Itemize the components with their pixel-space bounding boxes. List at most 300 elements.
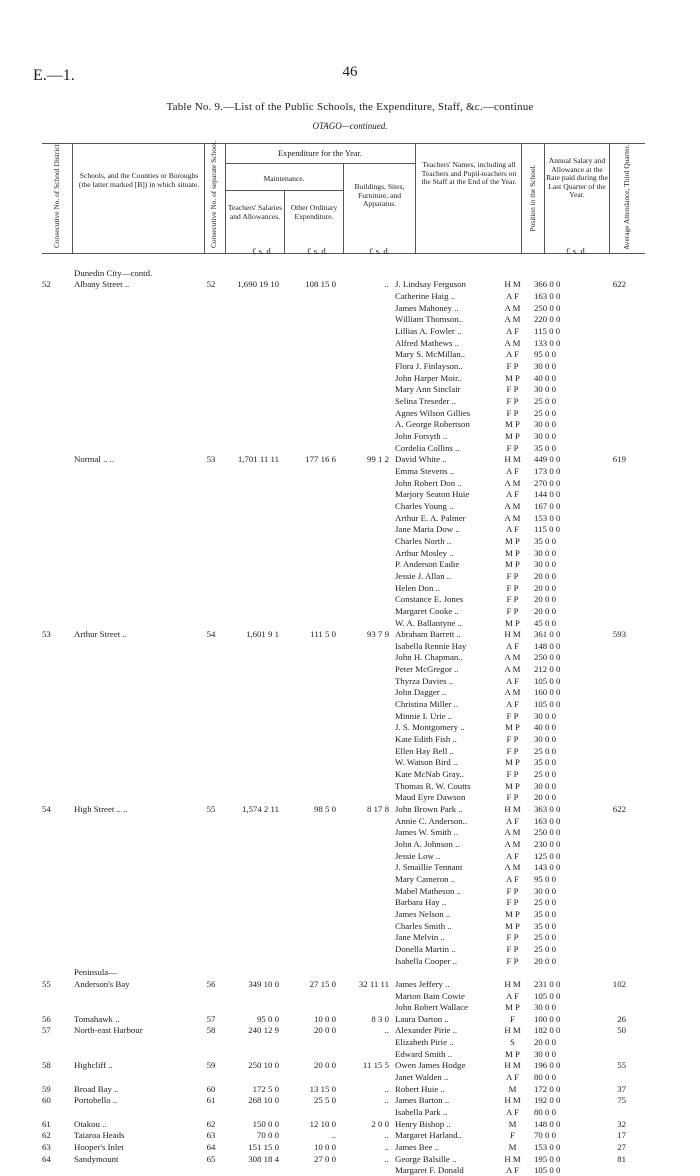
annual-salary-cell: 30 0 0 bbox=[534, 1002, 556, 1013]
buildings-cell: .. bbox=[384, 1095, 389, 1106]
school-no-cell bbox=[202, 768, 220, 780]
teacher-name-cell: James Bee .. bbox=[395, 1142, 439, 1153]
annual-salary-cell: 133 0 0 bbox=[534, 337, 561, 348]
district-no-cell bbox=[42, 966, 72, 978]
salaries-cell bbox=[220, 815, 281, 827]
teacher-name-cell: Peter McGregor .. bbox=[395, 664, 459, 675]
other-expenditure-cell bbox=[281, 512, 340, 524]
salaries-cell: 1,690 19 10 bbox=[237, 279, 279, 290]
district-no-cell: 57 bbox=[42, 1025, 51, 1036]
buildings-cell bbox=[340, 850, 393, 862]
annual-salary-cell: 100 0 0 bbox=[534, 1013, 561, 1024]
buildings-cell bbox=[340, 920, 393, 932]
annual-salary-cell: 35 0 0 bbox=[534, 920, 556, 931]
school-no-cell bbox=[202, 710, 220, 722]
position-cell: A M bbox=[504, 652, 521, 663]
school-name-cell bbox=[72, 687, 202, 699]
annual-salary-cell: 25 0 0 bbox=[534, 407, 556, 418]
annual-salary-cell: 163 0 0 bbox=[534, 815, 561, 826]
annual-salary-cell: 30 0 0 bbox=[534, 419, 556, 430]
school-no-cell bbox=[202, 675, 220, 687]
buildings-cell: .. bbox=[384, 1142, 389, 1153]
table-row bbox=[42, 325, 632, 337]
attendance-cell bbox=[589, 955, 632, 967]
table-row bbox=[42, 570, 632, 582]
annual-salary-cell: 363 0 0 bbox=[534, 804, 561, 815]
table-subtitle: OTAGO—continued. bbox=[312, 121, 388, 131]
school-name-cell bbox=[72, 675, 202, 687]
annual-salary-cell: 160 0 0 bbox=[534, 687, 561, 698]
school-name-cell bbox=[72, 698, 202, 710]
school-no-cell bbox=[202, 931, 220, 943]
teacher-name-cell: Maud Eyre Dawson bbox=[395, 792, 466, 803]
annual-salary-cell: 30 0 0 bbox=[534, 734, 556, 745]
position-cell: M P bbox=[505, 547, 520, 558]
teacher-name-cell: Marjory Seaton Huie bbox=[395, 489, 470, 500]
salaries-cell bbox=[220, 861, 281, 873]
position-cell: F P bbox=[506, 396, 519, 407]
district-no-cell bbox=[42, 558, 72, 570]
district-no-cell: 64 bbox=[42, 1153, 51, 1164]
teacher-name-cell: J. Smaillie Tennant bbox=[395, 862, 463, 873]
attendance-cell bbox=[589, 698, 632, 710]
teacher-name-cell: John Brown Park .. bbox=[395, 804, 463, 815]
school-name-cell bbox=[72, 593, 202, 605]
annual-salary-cell: 192 0 0 bbox=[534, 1095, 561, 1106]
position-cell: M bbox=[508, 1083, 517, 1094]
position-cell: H M bbox=[504, 629, 521, 640]
table-row bbox=[42, 710, 632, 722]
teacher-name-cell: Henry Bishop .. bbox=[395, 1118, 451, 1129]
school-no-cell bbox=[202, 372, 220, 384]
attendance-cell bbox=[589, 710, 632, 722]
district-no-cell bbox=[42, 442, 72, 454]
school-name-cell bbox=[72, 465, 202, 477]
position-cell: F P bbox=[506, 442, 519, 453]
teacher-name-cell: Isabella Rennie Hay bbox=[395, 640, 467, 651]
teacher-name-cell: John A. Johnson .. bbox=[395, 838, 460, 849]
school-no-cell bbox=[202, 827, 220, 839]
position-cell: F P bbox=[506, 792, 519, 803]
school-no-cell bbox=[202, 1001, 220, 1013]
attendance-cell bbox=[589, 302, 632, 314]
annual-salary-cell: 95 0 0 bbox=[534, 349, 556, 360]
school-no-cell bbox=[202, 407, 220, 419]
position-cell: A M bbox=[504, 827, 521, 838]
position-cell: A F bbox=[506, 815, 519, 826]
position-cell: M P bbox=[505, 431, 520, 442]
other-expenditure-cell: 25 5 0 bbox=[314, 1095, 336, 1106]
other-expenditure-cell bbox=[281, 850, 340, 862]
school-name-cell: Taiaroa Heads bbox=[74, 1130, 125, 1141]
buildings-cell bbox=[340, 337, 393, 349]
district-no-cell: 55 bbox=[42, 978, 51, 989]
school-no-cell bbox=[202, 558, 220, 570]
position-cell: M P bbox=[505, 617, 520, 628]
school-no-cell bbox=[202, 1165, 220, 1176]
other-expenditure-cell: 10 0 0 bbox=[314, 1142, 336, 1153]
header-school-no: Consecutive No. of separate School. bbox=[209, 140, 218, 248]
other-expenditure-cell bbox=[281, 477, 340, 489]
salaries-cell bbox=[220, 558, 281, 570]
teacher-name-cell: Mary Cameron .. bbox=[395, 873, 456, 884]
teacher-name-cell: Robert Huie .. bbox=[395, 1083, 445, 1094]
position-cell: A M bbox=[504, 314, 521, 325]
school-name-cell: Dunedin City—contd. bbox=[74, 267, 153, 278]
annual-salary-cell: 30 0 0 bbox=[534, 1048, 556, 1059]
salaries-cell bbox=[220, 757, 281, 769]
other-expenditure-cell bbox=[281, 500, 340, 512]
annual-salary-cell: 231 0 0 bbox=[534, 978, 561, 989]
school-no-cell bbox=[202, 290, 220, 302]
school-no-cell bbox=[202, 360, 220, 372]
district-no-cell bbox=[42, 780, 72, 792]
buildings-cell bbox=[340, 1165, 393, 1176]
attendance-cell bbox=[589, 582, 632, 594]
annual-salary-cell bbox=[524, 267, 589, 279]
position-cell: A M bbox=[504, 512, 521, 523]
position-cell: F P bbox=[506, 897, 519, 908]
school-no-cell bbox=[202, 314, 220, 326]
school-no-cell bbox=[202, 465, 220, 477]
school-name-cell bbox=[72, 792, 202, 804]
attendance-cell bbox=[589, 908, 632, 920]
attendance-cell bbox=[589, 885, 632, 897]
school-name-cell bbox=[72, 360, 202, 372]
district-no-cell bbox=[42, 768, 72, 780]
school-no-cell bbox=[202, 1106, 220, 1118]
attendance-cell bbox=[589, 267, 632, 279]
position-cell: F P bbox=[506, 769, 519, 780]
school-no-cell bbox=[202, 593, 220, 605]
salaries-cell: 308 18 4 bbox=[248, 1153, 279, 1164]
school-name-cell: Highcliff .. bbox=[74, 1060, 113, 1071]
table-row bbox=[42, 780, 632, 792]
teacher-name-cell: J. Lindsay Ferguson bbox=[395, 279, 466, 290]
attendance-cell bbox=[589, 384, 632, 396]
teacher-name-cell: Helen Don .. bbox=[395, 582, 440, 593]
table-row bbox=[42, 349, 632, 361]
school-no-cell: 52 bbox=[206, 279, 216, 290]
annual-salary-cell: 212 0 0 bbox=[534, 664, 561, 675]
other-expenditure-cell bbox=[281, 547, 340, 559]
header-district-no: Consecutive No. of School District. bbox=[52, 142, 61, 248]
buildings-cell bbox=[340, 267, 393, 279]
table-row bbox=[42, 407, 632, 419]
other-expenditure-cell bbox=[281, 419, 340, 431]
annual-salary-cell: 30 0 0 bbox=[534, 780, 556, 791]
position-cell: A M bbox=[504, 687, 521, 698]
table-row bbox=[42, 792, 632, 804]
attendance-cell bbox=[589, 966, 632, 978]
attendance-cell bbox=[589, 617, 632, 629]
position-cell: M P bbox=[505, 722, 520, 733]
other-expenditure-cell bbox=[281, 885, 340, 897]
teacher-name-cell: Arthur Mosley .. bbox=[395, 547, 454, 558]
buildings-cell bbox=[340, 488, 393, 500]
position-cell: A F bbox=[506, 291, 519, 302]
position-cell: A F bbox=[506, 524, 519, 535]
salaries-cell bbox=[220, 1165, 281, 1176]
header-position: Position in the School. bbox=[528, 164, 537, 232]
table-row bbox=[42, 523, 632, 535]
annual-salary-cell: 153 0 0 bbox=[534, 512, 561, 523]
district-no-cell bbox=[42, 733, 72, 745]
annual-salary-cell: 80 0 0 bbox=[534, 1107, 556, 1118]
unit-other: £ s. d. bbox=[307, 246, 329, 256]
attendance-cell bbox=[589, 325, 632, 337]
school-name-cell bbox=[72, 1106, 202, 1118]
position-cell: H M bbox=[504, 804, 521, 815]
district-no-cell bbox=[42, 710, 72, 722]
school-name-cell bbox=[72, 407, 202, 419]
annual-salary-cell: 105 0 0 bbox=[534, 675, 561, 686]
table-row bbox=[42, 558, 632, 570]
buildings-cell bbox=[340, 780, 393, 792]
table-row bbox=[42, 617, 632, 629]
buildings-cell bbox=[340, 815, 393, 827]
buildings-cell bbox=[340, 360, 393, 372]
attendance-cell: 593 bbox=[612, 629, 626, 640]
attendance-cell bbox=[589, 430, 632, 442]
buildings-cell bbox=[340, 1106, 393, 1118]
position-cell: F P bbox=[506, 943, 519, 954]
annual-salary-cell: 173 0 0 bbox=[534, 465, 561, 476]
school-no-cell bbox=[202, 722, 220, 734]
salaries-cell bbox=[220, 1001, 281, 1013]
other-expenditure-cell: .. bbox=[331, 1130, 336, 1141]
attendance-cell bbox=[589, 395, 632, 407]
buildings-cell bbox=[340, 827, 393, 839]
other-expenditure-cell bbox=[281, 337, 340, 349]
annual-salary-cell: 35 0 0 bbox=[534, 535, 556, 546]
position-cell: F P bbox=[506, 361, 519, 372]
annual-salary-cell: 105 0 0 bbox=[534, 990, 561, 1001]
teacher-name-cell: Elizabeth Pirie .. bbox=[395, 1037, 454, 1048]
salaries-cell bbox=[220, 535, 281, 547]
teacher-name-cell: James Nelson .. bbox=[395, 908, 451, 919]
buildings-cell bbox=[340, 407, 393, 419]
district-no-cell bbox=[42, 652, 72, 664]
teacher-name-cell: A. George Robertson bbox=[395, 419, 470, 430]
position-cell: A M bbox=[504, 862, 521, 873]
position-cell: A F bbox=[506, 1107, 519, 1118]
buildings-cell bbox=[340, 873, 393, 885]
position-cell: M P bbox=[505, 1002, 520, 1013]
district-no-cell bbox=[42, 395, 72, 407]
salaries-cell bbox=[220, 512, 281, 524]
district-no-cell: 53 bbox=[42, 629, 51, 640]
teacher-name-cell: Marion Bain Cowie bbox=[395, 990, 465, 1001]
position-cell: A F bbox=[506, 489, 519, 500]
school-name-cell bbox=[72, 896, 202, 908]
district-no-cell bbox=[42, 722, 72, 734]
other-expenditure-cell: 27 0 0 bbox=[314, 1153, 336, 1164]
school-name-cell bbox=[72, 827, 202, 839]
school-no-cell: 57 bbox=[206, 1013, 216, 1024]
buildings-cell: 99 1 2 bbox=[367, 454, 389, 465]
position-cell: M P bbox=[505, 372, 520, 383]
table-row bbox=[42, 430, 632, 442]
school-name-cell: Normal .. .. bbox=[74, 454, 115, 465]
other-expenditure-cell bbox=[281, 384, 340, 396]
school-name-cell bbox=[72, 384, 202, 396]
table-row bbox=[42, 465, 632, 477]
district-no-cell bbox=[42, 850, 72, 862]
attendance-cell bbox=[589, 931, 632, 943]
salaries-cell bbox=[220, 267, 281, 279]
position-cell: F P bbox=[506, 582, 519, 593]
teacher-name-cell: Thyrza Davies .. bbox=[395, 675, 454, 686]
attendance-cell bbox=[589, 337, 632, 349]
salaries-cell bbox=[220, 1036, 281, 1048]
position-cell: M P bbox=[505, 920, 520, 931]
table-row bbox=[42, 267, 632, 279]
teacher-name-cell: Annie C. Anderson.. bbox=[395, 815, 468, 826]
attendance-cell bbox=[589, 605, 632, 617]
position-cell: F P bbox=[506, 570, 519, 581]
district-no-cell bbox=[42, 1165, 72, 1176]
attendance-cell: 622 bbox=[612, 279, 626, 290]
school-no-cell bbox=[202, 582, 220, 594]
teacher-name-cell bbox=[393, 267, 501, 279]
position-cell: H M bbox=[504, 1025, 521, 1036]
school-name-cell: Sandymount bbox=[74, 1153, 119, 1164]
table-row bbox=[42, 477, 632, 489]
attendance-cell bbox=[589, 687, 632, 699]
school-no-cell bbox=[202, 815, 220, 827]
school-name-cell bbox=[72, 430, 202, 442]
teacher-name-cell: John Harper Moir.. bbox=[395, 372, 462, 383]
buildings-cell bbox=[340, 605, 393, 617]
salaries-cell bbox=[220, 337, 281, 349]
attendance-cell bbox=[589, 757, 632, 769]
buildings-cell bbox=[340, 838, 393, 850]
teacher-name-cell: Minnie I. Urie .. bbox=[395, 710, 453, 721]
salaries-cell bbox=[220, 488, 281, 500]
salaries-cell bbox=[220, 384, 281, 396]
other-expenditure-cell bbox=[281, 1048, 340, 1060]
other-expenditure-cell: 13 15 0 bbox=[309, 1083, 336, 1094]
position-cell: F P bbox=[506, 885, 519, 896]
position-cell: A M bbox=[504, 838, 521, 849]
district-no-cell bbox=[42, 477, 72, 489]
school-name-cell bbox=[72, 442, 202, 454]
teacher-name-cell: George Balsille .. bbox=[395, 1153, 457, 1164]
attendance-cell bbox=[589, 290, 632, 302]
attendance-cell bbox=[589, 640, 632, 652]
buildings-cell bbox=[340, 652, 393, 664]
buildings-cell: 2 0 0 bbox=[371, 1118, 389, 1129]
table-row bbox=[42, 745, 632, 757]
salaries-cell bbox=[220, 617, 281, 629]
attendance-cell: 81 bbox=[617, 1153, 626, 1164]
table-row bbox=[42, 454, 632, 466]
salaries-cell bbox=[220, 407, 281, 419]
school-no-cell: 53 bbox=[206, 454, 216, 465]
district-no-cell bbox=[42, 792, 72, 804]
school-name-cell bbox=[72, 558, 202, 570]
table-row bbox=[42, 850, 632, 862]
annual-salary-cell: 163 0 0 bbox=[534, 291, 561, 302]
other-expenditure-cell bbox=[281, 827, 340, 839]
district-no-cell bbox=[42, 687, 72, 699]
salaries-cell bbox=[220, 593, 281, 605]
school-name-cell bbox=[72, 873, 202, 885]
salaries-cell bbox=[220, 442, 281, 454]
attendance-cell bbox=[589, 407, 632, 419]
school-no-cell bbox=[202, 733, 220, 745]
position-cell: A F bbox=[506, 990, 519, 1001]
buildings-cell: 8 17 8 bbox=[367, 804, 389, 815]
position-cell: A F bbox=[506, 465, 519, 476]
other-expenditure-cell bbox=[281, 582, 340, 594]
teacher-name-cell: Margaret F. Donald bbox=[395, 1165, 464, 1176]
attendance-cell bbox=[589, 1165, 632, 1176]
district-no-cell bbox=[42, 815, 72, 827]
position-cell: F P bbox=[506, 710, 519, 721]
other-expenditure-cell: 10 0 0 bbox=[314, 1013, 336, 1024]
teacher-name-cell: J. S. Montgomery .. bbox=[395, 722, 465, 733]
salaries-cell bbox=[220, 873, 281, 885]
district-no-cell bbox=[42, 523, 72, 535]
table-row bbox=[42, 873, 632, 885]
school-name-cell bbox=[72, 640, 202, 652]
table-row bbox=[42, 722, 632, 734]
buildings-cell bbox=[340, 861, 393, 873]
annual-salary-cell: 250 0 0 bbox=[534, 652, 561, 663]
other-expenditure-cell bbox=[281, 1036, 340, 1048]
unit-buildings: £ s. d. bbox=[369, 246, 391, 256]
district-no-cell bbox=[42, 535, 72, 547]
school-name-cell bbox=[72, 745, 202, 757]
district-no-cell bbox=[42, 582, 72, 594]
district-no-cell bbox=[42, 605, 72, 617]
salaries-cell bbox=[220, 349, 281, 361]
school-no-cell bbox=[202, 1048, 220, 1060]
attendance-cell bbox=[589, 512, 632, 524]
table-row bbox=[42, 360, 632, 372]
district-no-cell bbox=[42, 488, 72, 500]
teacher-name-cell: David White .. bbox=[395, 454, 447, 465]
school-no-cell bbox=[202, 523, 220, 535]
school-no-cell bbox=[202, 873, 220, 885]
buildings-cell bbox=[340, 757, 393, 769]
teacher-name-cell: Thomas R. W. Coutts bbox=[395, 780, 471, 791]
salaries-cell bbox=[220, 768, 281, 780]
school-no-cell bbox=[202, 512, 220, 524]
position-cell bbox=[501, 966, 524, 978]
attendance-cell bbox=[589, 745, 632, 757]
buildings-cell bbox=[340, 442, 393, 454]
district-no-cell bbox=[42, 908, 72, 920]
other-expenditure-cell: 20 0 0 bbox=[314, 1025, 336, 1036]
table-row bbox=[42, 384, 632, 396]
other-expenditure-cell bbox=[281, 896, 340, 908]
other-expenditure-cell bbox=[281, 873, 340, 885]
other-expenditure-cell bbox=[281, 488, 340, 500]
teacher-name-cell: John Robert Wallace bbox=[395, 1002, 468, 1013]
annual-salary-cell: 30 0 0 bbox=[534, 431, 556, 442]
attendance-cell: 622 bbox=[612, 804, 626, 815]
attendance-cell: 75 bbox=[617, 1095, 626, 1106]
district-no-cell bbox=[42, 873, 72, 885]
salaries-cell bbox=[220, 920, 281, 932]
district-no-cell bbox=[42, 570, 72, 582]
attendance-cell bbox=[589, 477, 632, 489]
annual-salary-cell: 361 0 0 bbox=[534, 629, 561, 640]
school-name-cell bbox=[72, 617, 202, 629]
